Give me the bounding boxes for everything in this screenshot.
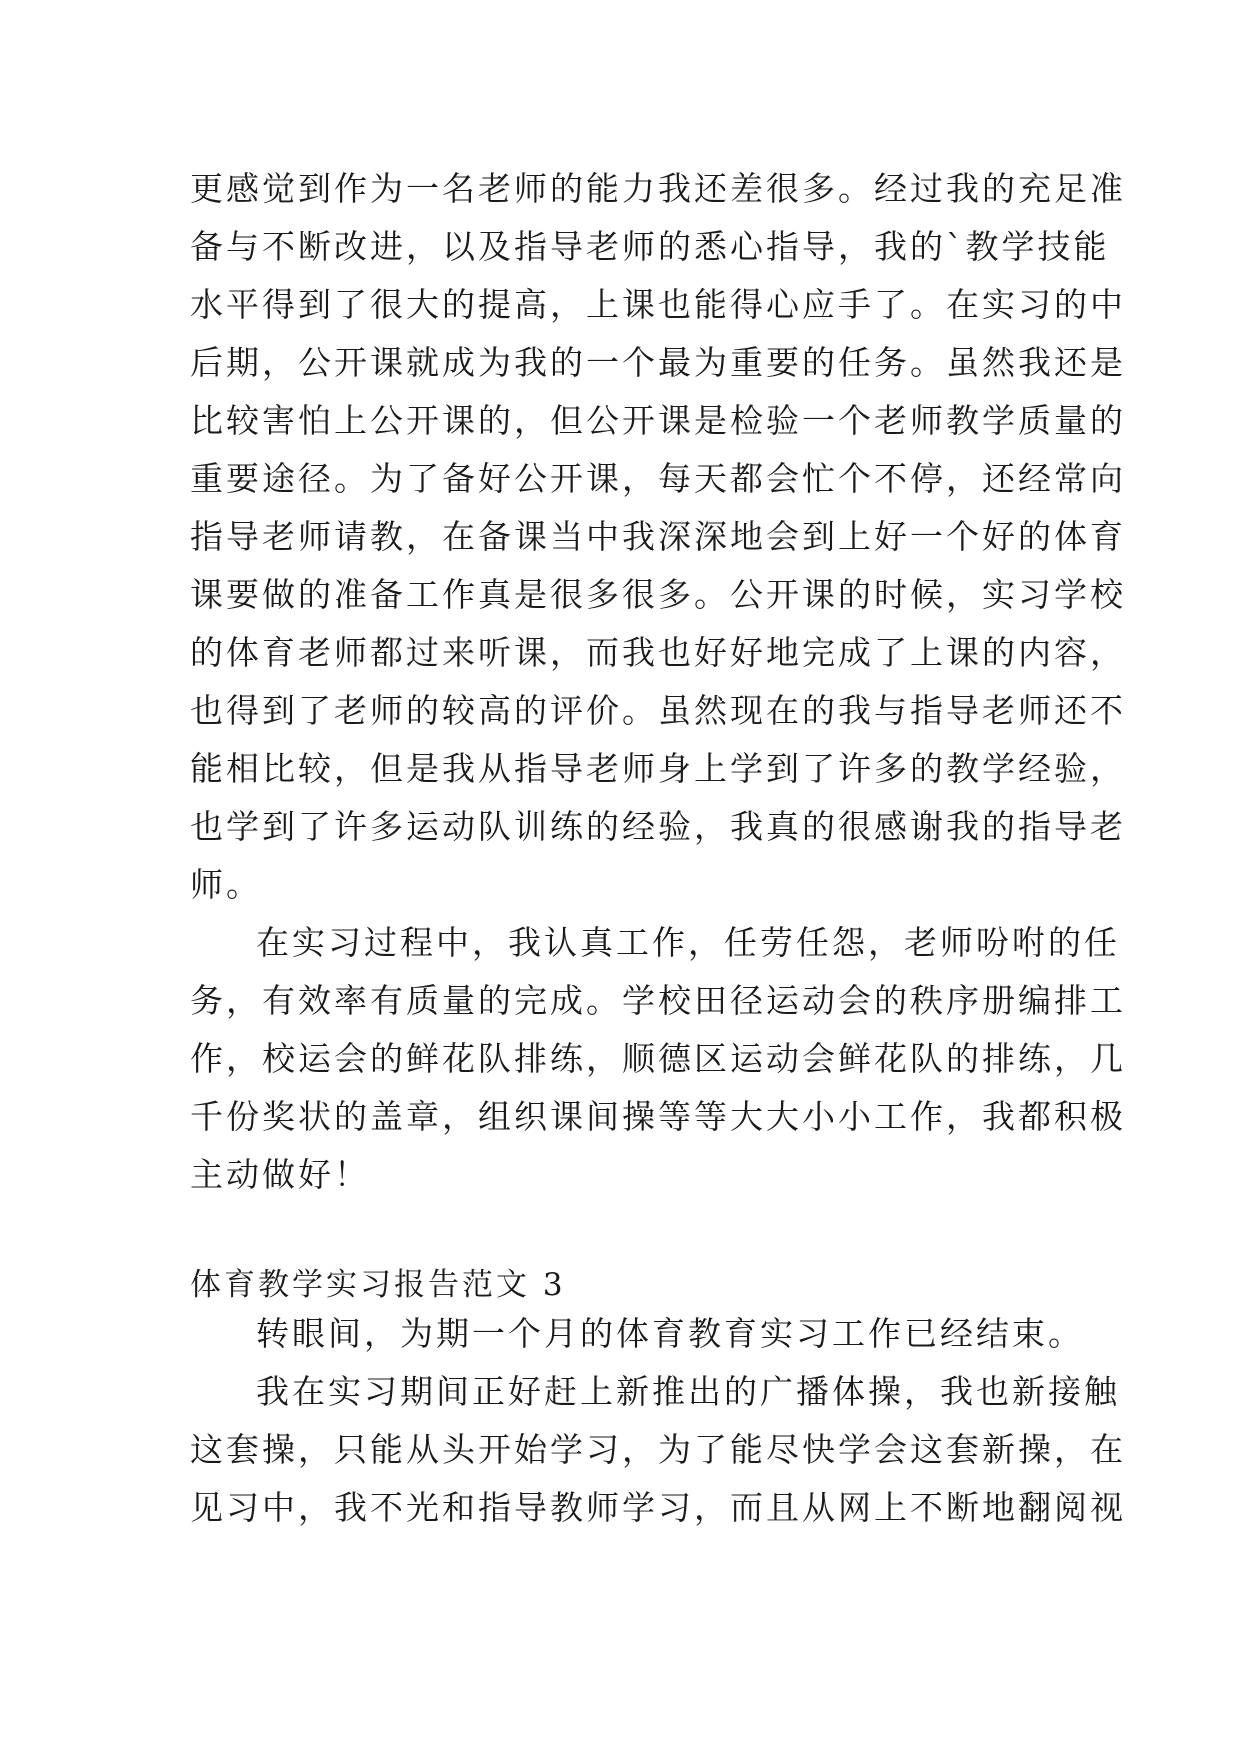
text-line: 课要做的准备工作真是很多很多。公开课的时候，实习学校: [190, 575, 1126, 614]
text-line: 转眼间，为期一个月的体育教育实习工作已经结束。: [256, 1314, 1084, 1353]
text-line: 也得到了老师的较高的评价。虽然现在的我与指导老师还不: [190, 691, 1126, 730]
text-line: 指导老师请教，在备课当中我深深地会到上好一个好的体育: [190, 517, 1126, 556]
text-line: 我在实习期间正好赶上新推出的广播体操，我也新接触: [256, 1372, 1120, 1411]
text-line: 后期，公开课就成为我的一个最为重要的任务。虽然我还是: [190, 343, 1126, 382]
paragraph-1: [190, 160, 1126, 914]
text-line: 的体育老师都过来听课，而我也好好地完成了上课的内容，: [190, 633, 1126, 672]
text-line: 这套操，只能从头开始学习，为了能尽快学会这套新操，在: [190, 1430, 1126, 1469]
text-line: 更感觉到作为一名老师的能力我还差很多。经过我的充足准: [190, 169, 1126, 208]
text-line: 在实习过程中，我认真工作，任劳任怨，老师吩咐的任: [256, 923, 1120, 962]
text-line: 备与不断改进，以及指导老师的悉心指导，我的`教学技能: [190, 227, 1110, 266]
text-line: 师。: [190, 865, 262, 904]
text-line: 见习中，我不光和指导教师学习，而且从网上不断地翻阅视: [190, 1488, 1126, 1527]
text-line: 能相比较，但是我从指导老师身上学到了许多的教学经验，: [190, 749, 1126, 788]
text-line: 重要途径。为了备好公开课，每天都会忙个不停，还经常向: [190, 459, 1126, 498]
text-line: 也学到了许多运动队训练的经验，我真的很感谢我的指导老: [190, 807, 1126, 846]
text-line: 作，校运会的鲜花队排练，顺德区运动会鲜花队的排练，几: [190, 1039, 1126, 1078]
text-line: 水平得到了很大的提高，上课也能得心应手了。在实习的中: [190, 285, 1126, 324]
paragraph-2: [190, 914, 1126, 1204]
text-line: 比较害怕上公开课的，但公开课是检验一个老师教学质量的: [190, 401, 1126, 440]
text-line: 务，有效率有质量的完成。学校田径运动会的秩序册编排工: [190, 981, 1126, 1020]
text-line: 千份奖状的盖章，组织课间操等等大大小小工作，我都积极: [190, 1097, 1126, 1136]
section-title: 体育教学实习报告范文 3: [190, 1267, 566, 1303]
text-line: 主动做好！: [190, 1155, 370, 1194]
paragraph-3-4: [190, 1305, 1126, 1537]
